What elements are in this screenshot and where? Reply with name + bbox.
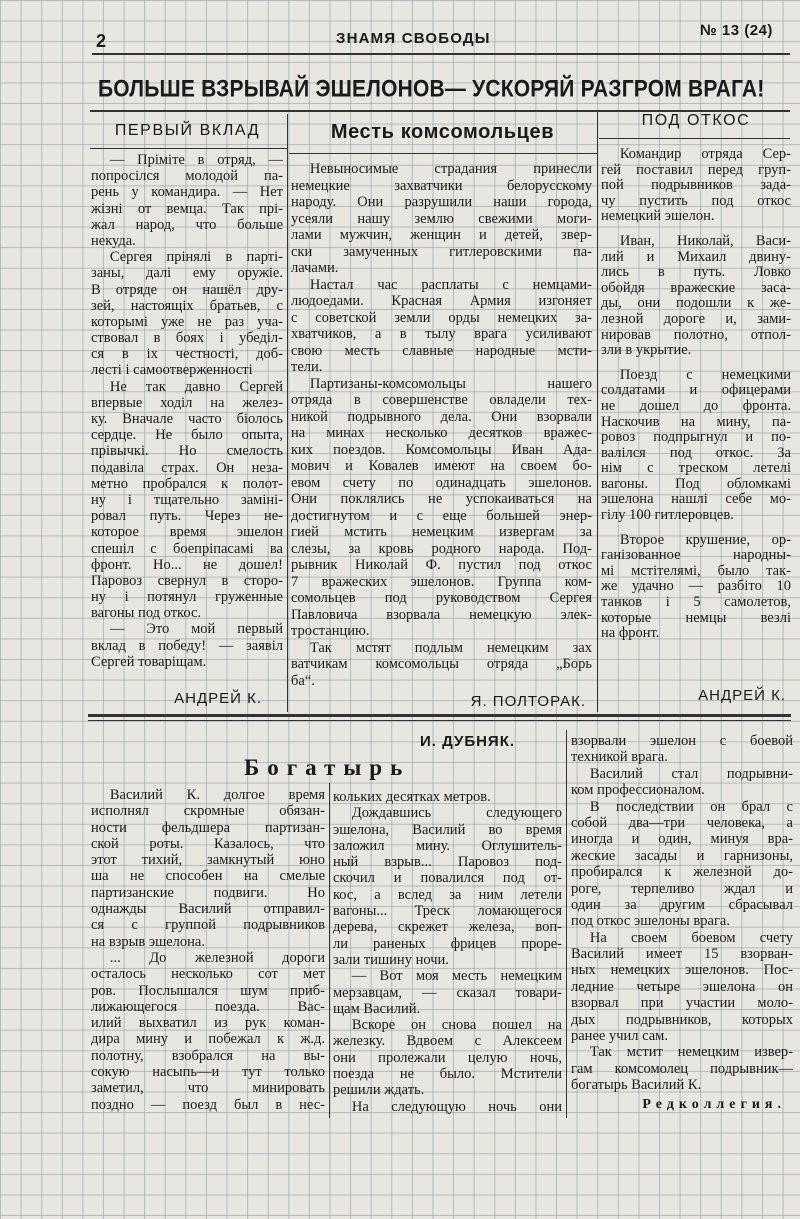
text-line: — Вот моя месть немецким	[351, 968, 562, 985]
text-line: вагоны под откос.	[91, 605, 202, 622]
editorial-signature: Редколлегия.	[642, 1097, 786, 1112]
text-line: 7 вражеских эшелонов. Группа ком-	[291, 573, 592, 590]
text-line: не дошел до фронта.	[601, 398, 791, 414]
text-line: На своем боевом счету	[589, 929, 793, 946]
text-line: подавіла страх. Он неза-	[91, 459, 283, 476]
text-line: Василий стал подрывни-	[589, 765, 793, 782]
text-line: никой подрывного дела. Они взорвали	[291, 408, 592, 425]
text-line: — Пріміте в отряд, —	[109, 152, 283, 168]
text-line: лижающегося поезда. Вас-	[91, 998, 325, 1015]
text-line: тростанцию.	[291, 623, 370, 639]
text-line: В отряде он нашёл дру-	[91, 281, 283, 298]
text-line: Так мстит немецким извер-	[589, 1044, 793, 1061]
text-line: заложил мину. Оглушитель-	[333, 837, 562, 854]
text-line: вклад в победу! — заявіл	[91, 637, 283, 654]
text-line: роге, терпеливо ждал и	[571, 880, 793, 897]
text-line: собой два—три человека, а	[571, 814, 793, 831]
article-title: ПОД ОТКОС	[641, 112, 751, 129]
text-line: рывник Николай Ф. пустил под откос	[291, 557, 592, 573]
text-line: людоедами. Красная Армия изгоняет	[291, 293, 592, 309]
text-line: Не так давно Сергей	[109, 378, 283, 395]
text-line: ся с группой подрывников	[91, 917, 325, 934]
text-line: обойдя вражеские заса-	[601, 280, 791, 296]
text-line: лесті і самоотверженності	[91, 362, 253, 379]
text-line: некуда.	[91, 232, 136, 249]
text-line: народу. Они разрушили наши города,	[291, 194, 592, 210]
text-line: эшелона нашлі себе мо-	[601, 492, 791, 508]
text-line: метно пробрался к полот-	[91, 475, 283, 492]
text-line: которые немцы везлі	[601, 610, 791, 626]
text-line: ну і потянул груженные	[91, 589, 283, 606]
text-line: иногда и один, минуя вра-	[571, 831, 793, 848]
text-line: ровал путь. Через не-	[91, 508, 283, 525]
section-double-rule	[88, 714, 791, 717]
text-line: кольких десятках метров.	[333, 789, 491, 805]
text-line: дерева, скрежет железа, воп-	[333, 919, 562, 936]
text-line: взорвали эшелон с боевой	[571, 733, 793, 749]
text-line: Командир отряда Сер-	[619, 147, 791, 162]
text-line: Сергей товаріщам.	[91, 653, 207, 670]
text-line: щам Василий.	[333, 1000, 421, 1017]
text-line: ба“.	[291, 672, 315, 689]
text-line: отряда в совершенстве овладели тех-	[291, 392, 592, 408]
article-column	[333, 789, 562, 1115]
text-line: ледние четыре эшелона он	[571, 978, 793, 995]
text-line: ровоз подпрыгнул и по-	[601, 430, 791, 446]
text-line: впервые ходіл на желез-	[91, 394, 283, 411]
text-line: ранее учил сам.	[571, 1028, 668, 1045]
text-line: ности фельдшера партизан-	[91, 819, 325, 836]
article-column	[571, 733, 793, 1094]
text-line: зали тишину ночи.	[333, 951, 449, 968]
text-line: дых подрывников, которых	[571, 1011, 793, 1028]
text-line: танков і 5 самолетов,	[601, 595, 791, 611]
text-line: свою месть славные народные мсти-	[291, 342, 592, 359]
text-line: ды, они подошли к же-	[601, 296, 791, 312]
text-line: достигнутом и с еще большей энер-	[291, 507, 592, 524]
text-line: мович и Ковалев имеют на своем бо-	[291, 458, 592, 474]
text-line: ных немецких эшелонов. Пос-	[571, 962, 793, 979]
text-line: Партизаны-комсомольцы нашего	[309, 375, 592, 392]
text-line: жізні от вемца. Так прі-	[91, 200, 283, 217]
text-line: чу пустить под откос	[601, 193, 791, 209]
article-body	[601, 147, 791, 642]
text-line: они пролежали целую ночь,	[333, 1049, 562, 1066]
text-line: Василий имеет 15 взорван-	[571, 946, 793, 963]
text-line: ком профессионалом.	[571, 782, 705, 799]
text-line: заны, далі ему оружіе.	[91, 265, 283, 282]
text-line: Сергея прінялі в парті-	[109, 249, 283, 266]
text-line: заметил, что минировать	[91, 1080, 325, 1097]
text-line: лись в путь. Ловко	[601, 265, 791, 281]
text-line: один за другим сбрасывал	[571, 896, 793, 913]
text-line: зли в укрытие.	[601, 343, 692, 359]
text-line: же удачно — разбіто 10	[601, 579, 791, 595]
title-rule	[90, 148, 287, 149]
masthead: ЗНАМЯ СВОБОДЫ	[336, 30, 491, 47]
text-line: эшелона, Василий во время	[333, 821, 562, 838]
text-line: ку. Вначале часто біолось	[91, 411, 283, 427]
text-line: ствовал в боях і убеділ-	[91, 330, 283, 347]
text-line: прівычкі. Но смелость	[91, 443, 283, 460]
text-line: Вскоре он снова пошел на	[351, 1017, 562, 1034]
text-line: попросілся молодой па-	[91, 168, 283, 185]
text-line: Иван, Николай, Васи-	[619, 233, 791, 249]
text-line: лий и Михаил двину-	[601, 249, 791, 265]
text-line: вагоны... Треск ломающегося	[333, 903, 562, 920]
text-line: железку. Вдвоем с Алексеем	[333, 1033, 562, 1050]
text-line: ся в іх честності, доб-	[91, 346, 283, 363]
text-line: решили ждать.	[333, 1082, 425, 1099]
text-line: которымі уже не раз уча-	[91, 313, 283, 330]
text-line: ну і тщательно заміні-	[91, 491, 283, 508]
text-line: на взрыв эшелона.	[91, 933, 205, 950]
text-line: поздно — поезд был в нес-	[91, 1096, 325, 1113]
text-line: на фронт.	[601, 626, 660, 642]
article-title: Богатырь	[244, 755, 411, 780]
text-line: слезы, за кровь родного народа. Под-	[291, 540, 592, 557]
masthead-rule	[92, 53, 790, 55]
text-line: этот тихий, замкнутый юно	[91, 852, 325, 869]
text-line: богатырь Василий К.	[571, 1077, 702, 1094]
text-line: спешіл с боепріпасамі ва	[91, 540, 283, 557]
text-line: В последствии он брал с	[589, 798, 793, 815]
article-author: И. ДУБНЯК.	[420, 733, 516, 750]
text-line: лачами.	[291, 260, 339, 276]
text-line: рень у командира. — Нет	[91, 184, 283, 201]
article-body	[91, 152, 283, 670]
article-signature: АНДРЕЙ К.	[698, 687, 786, 704]
column-rule	[329, 783, 330, 1118]
text-line: евом счету по одинадцать эшелонов.	[291, 474, 592, 491]
text-line: полотну, взобрался на вы-	[91, 1047, 325, 1064]
article-signature: Я. ПОЛТОРАК.	[470, 693, 586, 710]
text-line: гам комсомолец подрывник—	[571, 1060, 793, 1077]
text-line: поезда не было. Мстители	[333, 1066, 562, 1083]
text-line: Дождавшись следующего	[351, 805, 562, 822]
text-line: партизанские подвиги. Но	[91, 884, 325, 901]
text-line: взорвал при участии моло-	[571, 995, 793, 1012]
text-line: вагоны. Под обломкамі	[601, 476, 791, 492]
text-line: Так мстят подлым немецким зах	[309, 639, 592, 656]
text-line: фронт. Но... не дошел!	[91, 556, 283, 573]
text-line: лезной дороге и, зами-	[601, 311, 791, 327]
text-line: нім с треском летелі	[601, 461, 791, 477]
text-line: Паровоз свернул в сторо-	[91, 572, 283, 589]
title-rule	[289, 153, 597, 154]
page-number: 2	[96, 31, 107, 51]
column-rule	[287, 114, 288, 712]
text-line: Они поклялись не успокаиваться на	[291, 491, 592, 507]
text-line: немецкие захватчики белорусскому	[291, 177, 592, 194]
text-line: которое время эшелон	[91, 524, 283, 541]
text-line: с советской земли орды немецких за-	[291, 309, 592, 326]
text-line: Павловича взорвала немецкую элек-	[291, 606, 592, 623]
text-line: сомольцев под руководством Сергея	[291, 590, 592, 606]
text-line: сердце. Не было опыта,	[91, 427, 283, 444]
text-line: исполнял скромные обязан-	[91, 803, 325, 820]
text-line: гией мстить немецким извергам за	[291, 524, 592, 540]
text-line: пой подрывников зада-	[601, 178, 791, 194]
text-line: ской роты. Казалось, что	[91, 835, 325, 852]
text-line: осталось несколько сот мет	[91, 966, 325, 983]
section-double-rule	[88, 720, 791, 721]
article-body	[291, 161, 592, 689]
text-line: Настал час расплаты с немцами-	[309, 276, 592, 293]
text-line: гей поставил перед груп-	[601, 162, 791, 178]
text-line: немецкий эшелон.	[601, 209, 715, 225]
article-title: ПЕРВЫЙ ВКЛАД	[114, 122, 261, 139]
text-line: скочил и повалился под от-	[333, 870, 562, 887]
text-line: ганізованное народны-	[601, 548, 791, 564]
text-line: тели.	[291, 359, 323, 375]
text-line: ли раненых фрицев проре-	[333, 935, 562, 952]
column-rule	[597, 112, 598, 712]
text-line: хватчиков, а в тылу врага усиливают	[291, 326, 592, 342]
text-line: Невыносимые страдания принесли	[309, 161, 592, 177]
text-line: гілу 100 гитлеровцев.	[601, 508, 734, 524]
text-line: Наскочив на мину, па-	[601, 414, 791, 430]
text-line: ких поездов. Комсомольцы Иван Ада-	[291, 441, 592, 458]
issue-number: № 13 (24)	[700, 22, 773, 39]
text-line: валілся под откос. За	[601, 445, 791, 461]
text-line: однажды Василий отправил-	[91, 901, 325, 918]
text-line: мерзавцам, — сказал товари-	[333, 984, 562, 1001]
text-line: На следующую ночь они	[351, 1098, 562, 1115]
text-line: ша не способен на смелые	[91, 868, 325, 885]
text-line: усеяли нашу землю свежими моги-	[291, 210, 592, 227]
headline: БОЛЬШЕ ВЗРЫВАЙ ЭШЕЛОНОВ— УСКОРЯЙ РАЗГРОМ ВРАГА!	[98, 75, 765, 103]
text-line: на минах несколько десятков вражес-	[291, 425, 592, 441]
text-line: нировав полотно, отпол-	[601, 327, 791, 343]
text-line: лами мужчин, женщин и детей, звер-	[291, 227, 592, 243]
text-line: Поезд с немецкими	[619, 367, 791, 383]
text-line: — Это мой первый	[109, 621, 283, 638]
text-line: солдатами и офицерами	[601, 383, 791, 399]
text-line: ров. Послышался шум приб-	[91, 982, 325, 999]
text-line: ... До железной дороги	[109, 949, 325, 966]
text-line: Второе крушение, ор-	[619, 532, 791, 548]
article-column	[91, 787, 325, 1113]
text-line: зей, настоящіх братьев, с	[91, 297, 283, 314]
text-line: ватчикам комсомольцы отряда „Борь	[291, 656, 592, 672]
text-line: под откос эшелоны врага.	[571, 913, 730, 930]
text-line: илий выхватил из рук коман-	[91, 1015, 325, 1032]
text-line: Василий К. долгое время	[109, 787, 325, 803]
article-signature: АНДРЕЙ К.	[174, 690, 262, 707]
text-line: мі мстітелямі, было так-	[601, 563, 791, 579]
text-line: жал народ, что больше	[91, 216, 283, 233]
text-line: ски замученных гитлеровскими па-	[291, 243, 592, 260]
text-line: техникой врага.	[571, 749, 668, 766]
text-line: жеские засады и гарнизоны,	[571, 847, 793, 864]
text-line: ный взрыв... Паровоз под-	[333, 854, 562, 871]
text-line: кос, а вслед за ним летели	[333, 886, 562, 903]
text-line: пробирался к железной до-	[571, 864, 793, 881]
title-rule	[599, 138, 790, 139]
column-rule	[566, 730, 567, 1118]
text-line: сокую насыпь—и тут только	[91, 1064, 325, 1081]
article-title: Месть комсомольцев	[330, 121, 555, 143]
text-line: дира мину и побежал к ж.д.	[91, 1031, 325, 1048]
